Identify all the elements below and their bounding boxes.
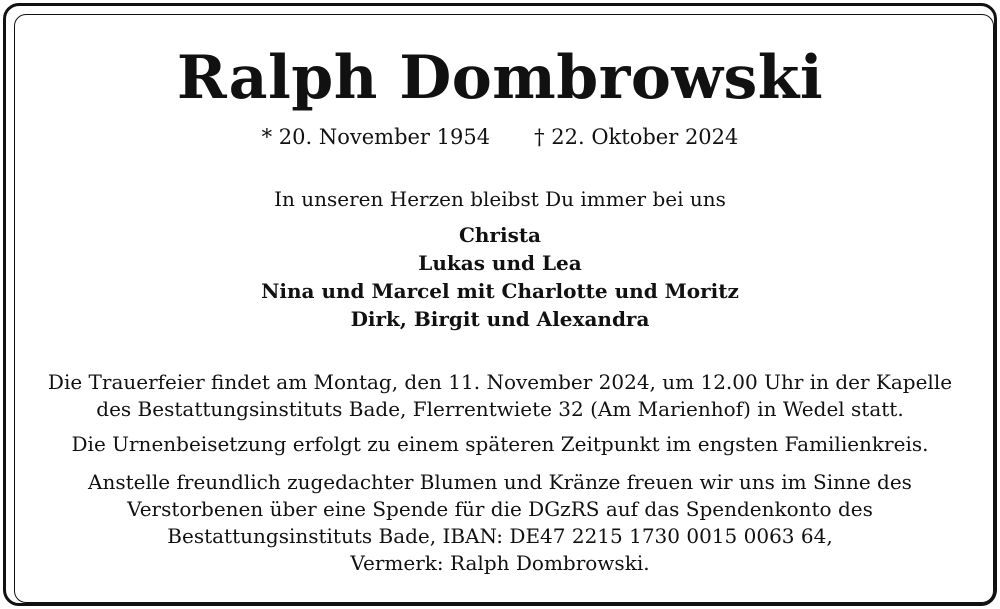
- urn-line: Die Urnenbeisetzung erfolgt zu einem späteren Zeitpunkt im engsten Familienkreis.: [71, 432, 929, 456]
- donation-line: Bestattungsinstituts Bade, IBAN: DE47 2215 1730 0015 0063 64,: [167, 524, 833, 548]
- funeral-info: [0, 369, 1000, 423]
- funeral-line: Die Trauerfeier findet am Montag, den 11. November 2024, um 12.00 Uhr in der Kapelle: [47, 370, 953, 394]
- mourner-line: Lukas und Lea: [418, 251, 582, 275]
- death-date: † 22. Oktober 2024: [534, 125, 739, 149]
- urn-info: [0, 431, 1000, 458]
- donation-line: Verstorbenen über eine Spende für die DGzRS auf das Spendenkonto des: [127, 497, 873, 521]
- donation-info: [0, 469, 1000, 577]
- mourner-line: Nina und Marcel mit Charlotte und Moritz: [261, 279, 739, 303]
- mourner-line: Christa: [458, 223, 542, 247]
- mourner-line: Dirk, Birgit und Alexandra: [350, 307, 650, 331]
- life-dates: [0, 122, 1000, 152]
- motto: In unseren Herzen bleibst Du immer bei uns: [274, 187, 726, 211]
- donation-line: Anstelle freundlich zugedachter Blumen und Kränze freuen wir uns im Sinne des: [88, 470, 912, 494]
- deceased-name: Ralph Dombrowski: [176, 43, 824, 113]
- mourners-list: [0, 221, 1000, 333]
- birth-date: * 20. November 1954: [261, 125, 491, 149]
- donation-line: Vermerk: Ralph Dombrowski.: [350, 551, 650, 575]
- funeral-line: des Bestattungsinstituts Bade, Flerrentwiete 32 (Am Marienhof) in Wedel statt.: [96, 397, 904, 421]
